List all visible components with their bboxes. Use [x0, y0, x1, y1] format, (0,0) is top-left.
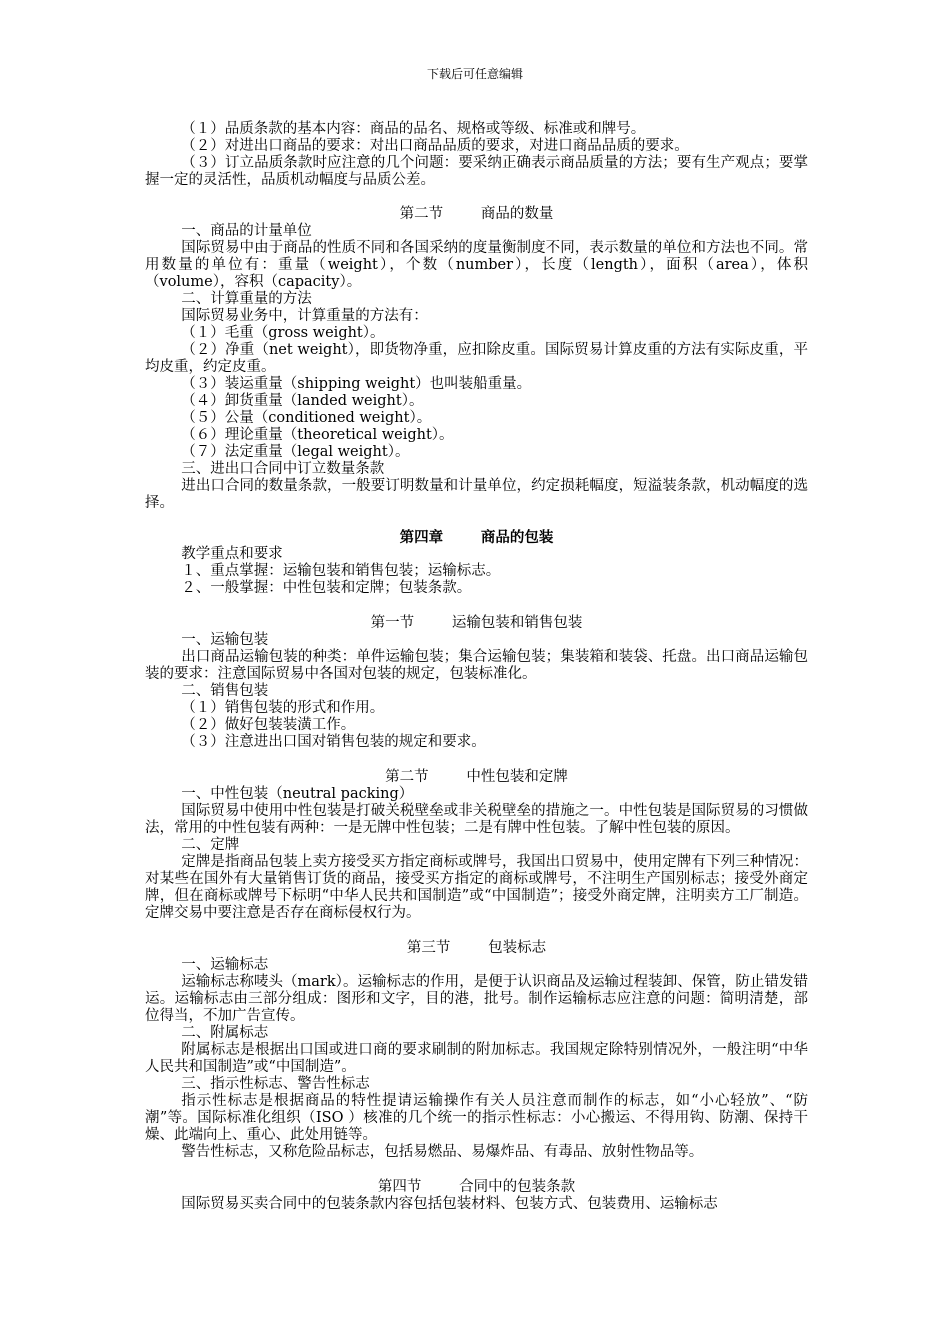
quality-clause-item-3: （３）订立品质条款时应注意的几个问题：要采纳正确表示商品质量的方法；要有生产观点；要掌握一定的灵活性，品质机动幅度与品质公差。	[145, 155, 808, 188]
subheading-indicative-marks: 三、指示性标志、警告性标志	[181, 1076, 370, 1092]
teaching-focus-heading: 教学重点和要求	[181, 546, 283, 562]
weight-item-5: （５）公量（conditioned weight）。	[181, 410, 432, 426]
weight-item-3: （３）装运重量（shipping weight）也叫装船重量。	[181, 376, 532, 392]
paragraph-warning-marks: 警告性标志，又称危险品标志，包括易燃品、易爆炸品、有毒品、放射性物品等。	[181, 1144, 704, 1160]
subheading-shipping-marks: 一、运输标志	[181, 957, 269, 973]
subheading-auxiliary-marks: 二、附属标志	[181, 1025, 269, 1041]
paragraph-transport-packing: 出口商品运输包装的种类：单件运输包装；集合运输包装；集装箱和装袋、托盘。出口商品运输包装的要求：注意国际贸易中各国对包装的规定，包装标准化。	[145, 649, 808, 682]
weight-item-1: （１）毛重（gross weight）。	[181, 325, 385, 341]
paragraph-indicative-marks: 指示性标志是根据商品的特性提请运输操作有关人员注意而制作的标志，如“小心轻放”、“防潮”等。国际标准化组织（ISO ）核准的几个统一的指示性标志：小心搬运、不得用钩、防潮、保持干燥、此端向上、重心、此处用链等。	[145, 1093, 808, 1143]
paragraph-weight-intro: 国际贸易业务中，计算重量的方法有：	[181, 308, 428, 324]
page-header-note: 下载后可任意编辑	[426, 67, 523, 81]
section-heading-quantity: 第二节 商品的数量	[399, 206, 554, 222]
subheading-weight-methods: 二、计算重量的方法	[181, 291, 312, 307]
paragraph-quantity-clause: 进出口合同的数量条款，一般要订明数量和计量单位，约定损耗幅度，短溢装条款，机动幅度的选择。	[145, 478, 808, 511]
subheading-neutral-packing: 一、中性包装（neutral packing）	[181, 786, 414, 802]
paragraph-packing-clause: 国际贸易买卖合同中的包装条款内容包括包装材料、包装方式、包装费用、运输标志	[181, 1196, 718, 1212]
paragraph-neutral-packing: 国际贸易中使用中性包装是打破关税壁垒或非关税壁垒的措施之一。中性包装是国际贸易的习惯做法，常用的中性包装有两种：一是无牌中性包装；二是有牌中性包装。了解中性包装的原因。	[145, 803, 808, 836]
weight-item-2: （２）净重（net weight），即货物净重，应扣除皮重。国际贸易计算皮重的方法有实际皮重，平均皮重，约定皮重。	[145, 342, 808, 375]
document-body	[145, 121, 808, 1213]
subheading-quantity-clause: 三、进出口合同中订立数量条款	[181, 461, 385, 477]
subheading-sales-packing: 二、销售包装	[181, 683, 269, 699]
sales-packing-item-2: （２）做好包装装潢工作。	[181, 717, 356, 733]
section-heading-packing-marks: 第三节 包装标志	[406, 940, 547, 956]
sales-packing-item-3: （３）注意进出口国对销售包装的规定和要求。	[181, 734, 486, 750]
subheading-unit: 一、商品的计量单位	[181, 223, 312, 239]
sales-packing-item-1: （１）销售包装的形式和作用。	[181, 700, 385, 716]
section-heading-packing-clause: 第四节 合同中的包装条款	[377, 1179, 576, 1195]
chapter-heading-packing: 第四章 商品的包装	[399, 529, 554, 546]
quality-clause-item-2: （２）对进出口商品的要求：对出口商品品质的要求，对进口商品品质的要求。	[181, 138, 689, 154]
weight-item-7: （７）法定重量（legal weight）。	[181, 444, 410, 460]
paragraph-auxiliary-marks: 附属标志是根据出口国或进口商的要求刷制的附加标志。我国规定除特别情况外，一般注明“中华人民共和国制造”或“中国制造”。	[145, 1042, 808, 1075]
section-heading-transport-sales: 第一节 运输包装和销售包装	[370, 615, 583, 631]
quality-clause-item-1: （１）品质条款的基本内容：商品的品名、规格或等级、标准或和牌号。	[181, 121, 646, 137]
weight-item-4: （４）卸货重量（landed weight）。	[181, 393, 424, 409]
paragraph-shipping-marks: 运输标志称唛头（mark）。运输标志的作用，是便于认识商品及运输过程装卸、保管，防止错发错运。运输标志由三部分组成：图形和文字，目的港，批号。制作运输标志应注意的问题：简明清楚，部位得当，不加广告宣传。	[145, 974, 808, 1024]
subheading-brand: 二、定牌	[181, 837, 240, 853]
paragraph-units: 国际贸易中由于商品的性质不同和各国采纳的度量衡制度不同，表示数量的单位和方法也不同。常用数量的单位有：重量（weight），个数（number），长度（length），面积（area），体积（volume），容积（capacity）。	[145, 240, 808, 290]
section-heading-neutral-packing: 第二节 中性包装和定牌	[385, 769, 568, 785]
weight-item-6: （６）理论重量（theoretical weight）。	[181, 427, 454, 443]
subheading-transport-packing: 一、运输包装	[181, 632, 269, 648]
teaching-focus-item-1: １、重点掌握：运输包装和销售包装；运输标志。	[181, 563, 501, 579]
teaching-focus-item-2: ２、一般掌握：中性包装和定牌；包装条款。	[181, 580, 472, 596]
paragraph-brand: 定牌是指商品包装上卖方接受买方指定商标或牌号，我国出口贸易中，使用定牌有下列三种情况：对某些在国外有大量销售订货的商品，接受买方指定的商标或牌号，不注明生产国别标志；接受外商定牌，但在商标或牌号下标明“中华人民共和国制造”或“中国制造”；接受外商定牌，注明卖方工厂制造。定牌交易中要注意是否存在商标侵权行为。	[145, 854, 808, 921]
